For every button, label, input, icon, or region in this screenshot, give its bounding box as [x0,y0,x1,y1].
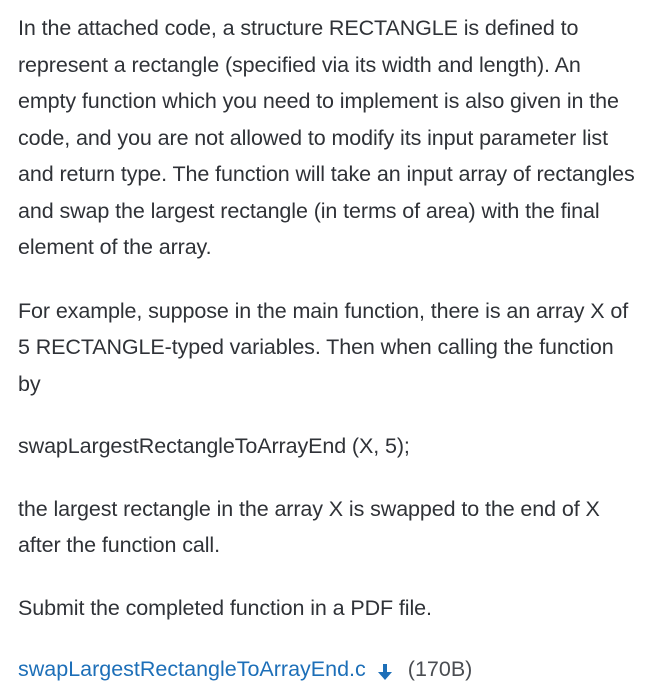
paragraph-function-call: swapLargestRectangleToArrayEnd (X, 5); [18,434,410,458]
question-body [18,10,640,688]
paragraph-submit: Submit the completed function in a PDF file. [18,595,432,620]
paragraph-example: For example, suppose in the main function, there is an array X of 5 RECTANGLE-typed variables. Then when calling the function by [18,298,629,396]
paragraph-result: the largest rectangle in the array X is swapped to the end of X after the function call. [18,496,600,557]
download-arrow-icon[interactable] [376,658,394,680]
attachment-size: (170B) [407,657,473,681]
paragraph-intro: In the attached code, a structure RECTANGLE is defined to represent a rectangle (specified via its width and length). An empty function which you need to implement is also given in the code, and you are not allowed to modify its input parameter list and return type. The function will take an input array of rectangles and swap the largest rectangle (in terms of area) with the final element of the array. [18,16,635,259]
attachment-row [18,651,640,688]
attachment-link[interactable]: swapLargestRectangleToArrayEnd.c [18,657,366,681]
